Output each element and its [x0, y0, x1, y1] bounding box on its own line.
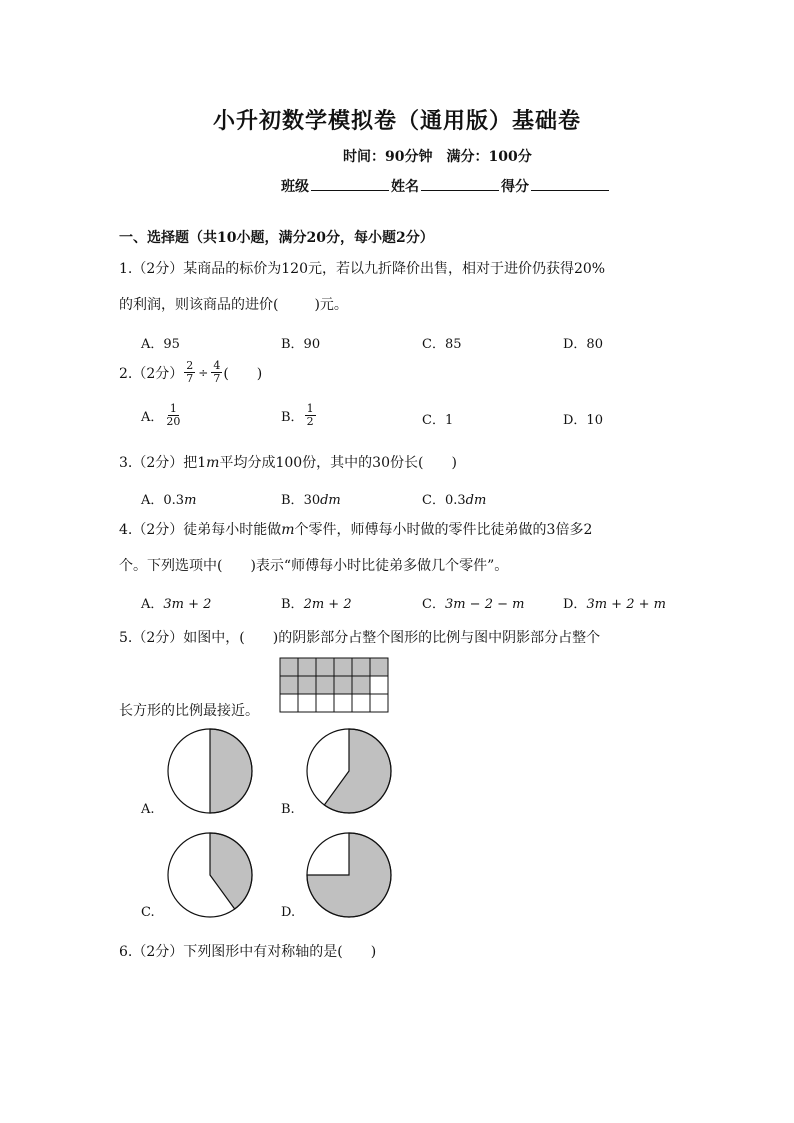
class-blank[interactable] — [311, 176, 389, 191]
q4-option-d[interactable] — [563, 593, 666, 612]
q4-line1-a: 4.（2分）徒弟每小时能做 — [119, 522, 282, 538]
q3-text-a: 3.（2分）把1 — [119, 455, 207, 471]
q2-a-den: 20 — [166, 415, 181, 428]
grid-cell — [334, 658, 352, 676]
q1-option-d[interactable]: D．80 — [563, 337, 603, 352]
q3-c-label: C． — [422, 493, 445, 508]
q4-option-b[interactable] — [281, 593, 352, 612]
grid-cell — [280, 658, 298, 676]
q5-option-d-label[interactable]: D. — [281, 905, 296, 920]
q1-option-a[interactable]: A．95 — [141, 337, 180, 352]
q3-b-value: 30 — [303, 493, 321, 508]
q1-line1: 1.（2分）某商品的标价为120元，若以九折降价出售，相对于进价仍获得20% — [119, 261, 606, 277]
q4-a-expr: 3m + 2 — [163, 597, 212, 612]
q3-stem — [119, 452, 457, 472]
grid-cell — [298, 676, 316, 694]
class-label: 班级 — [281, 179, 309, 195]
score-blank[interactable] — [531, 176, 609, 191]
q3-unit-m: m — [206, 455, 220, 471]
q4-a-label: A． — [141, 597, 164, 612]
q5-option-a-label[interactable]: A. — [141, 802, 155, 817]
q2-option-a[interactable] — [141, 403, 183, 428]
q2-option-c[interactable]: C．1 — [422, 413, 454, 428]
grid-cell — [280, 676, 298, 694]
q5-pie-b-shaded — [324, 729, 391, 813]
q5-pie-b[interactable] — [305, 727, 393, 815]
q2-a-num: 1 — [169, 402, 177, 415]
q3-a-label: A． — [141, 493, 164, 508]
q2-b-num: 1 — [306, 402, 314, 415]
q1-line2-b: )元。 — [314, 297, 348, 313]
q5-line1: 5.（2分）如图中，( )的阴影部分占整个图形的比例与图中阴影部分占整个 — [119, 630, 601, 646]
name-blank[interactable] — [421, 176, 499, 191]
q3-option-a[interactable] — [141, 489, 196, 508]
q3-text-b: 平均分成100份，其中的30份长( ) — [219, 455, 457, 471]
q2-b-den: 2 — [306, 415, 314, 428]
q1-line2 — [119, 294, 348, 314]
q2-num-1: 2 — [186, 359, 194, 372]
q3-a-unit: m — [184, 493, 197, 508]
q5-option-b-label[interactable]: B. — [281, 802, 295, 817]
grid-cell — [370, 658, 388, 676]
q6-stem: 6.（2分）下列图形中有对称轴的是( ) — [119, 944, 377, 960]
q3-option-c[interactable] — [422, 489, 486, 508]
q2-option-b[interactable] — [281, 403, 317, 428]
q1-line2-a: 的利润，则该商品的进价( — [119, 297, 279, 313]
q2-operator: ÷ — [198, 365, 209, 380]
q2-num-2: 4 — [213, 359, 221, 372]
q3-option-b[interactable] — [281, 489, 341, 508]
section-heading: 一、选择题（共10小题，满分20分，每小题2分） — [119, 230, 434, 246]
q5-reference-grid — [279, 657, 389, 715]
q1-option-b[interactable]: B．90 — [281, 337, 321, 352]
grid-cell — [352, 676, 370, 694]
grid-cell — [316, 676, 334, 694]
q4-d-expr: 3m + 2 + m — [586, 597, 666, 612]
q4-option-c[interactable] — [422, 593, 524, 612]
name-label: 姓名 — [391, 179, 419, 195]
exam-title: 小升初数学模拟卷（通用版）基础卷 — [212, 108, 581, 134]
q2-stem — [119, 360, 262, 385]
q4-line2: 个。下列选项中( )表示“师傅每小时比徒弟多做几个零件”。 — [119, 558, 509, 574]
grid-cell — [298, 658, 316, 676]
q4-line1-b: 个零件，师傅每小时做的零件比徒弟做的3倍多2 — [294, 522, 593, 538]
q4-var-m: m — [281, 522, 295, 538]
q4-b-label: B． — [281, 597, 304, 612]
q2-option-b-fraction — [305, 403, 316, 428]
q5-pie-a-shaded — [210, 729, 252, 813]
grid-cell — [352, 658, 370, 676]
grid-cell — [298, 694, 316, 712]
score-label: 得分 — [501, 179, 529, 195]
grid-cell — [370, 676, 388, 694]
q5-option-c-label[interactable]: C. — [141, 905, 155, 920]
q2-prefix: 2.（2分） — [119, 365, 184, 382]
q4-c-label: C． — [422, 597, 445, 612]
student-info-line — [281, 176, 611, 196]
q5-line2: 长方形的比例最接近。 — [119, 703, 259, 719]
grid-cell — [316, 658, 334, 676]
grid-cell — [352, 694, 370, 712]
q2-option-a-fraction — [164, 403, 182, 428]
grid-cell — [334, 694, 352, 712]
q4-option-a[interactable] — [141, 593, 211, 612]
q1-option-c[interactable]: C．85 — [422, 337, 462, 352]
q3-b-label: B． — [281, 493, 304, 508]
q2-option-d[interactable]: D．10 — [563, 413, 603, 428]
grid-cell — [334, 676, 352, 694]
q3-a-value: 0.3 — [163, 493, 185, 508]
q2-suffix: ( ) — [223, 365, 263, 382]
grid-cell — [280, 694, 298, 712]
q2-option-b-label: B． — [281, 410, 304, 425]
q2-den-2: 7 — [213, 372, 221, 385]
q3-c-value: 0.3 — [444, 493, 466, 508]
q4-d-label: D． — [563, 597, 587, 612]
q4-line1 — [119, 519, 592, 539]
q2-fraction-1 — [184, 360, 195, 385]
q3-c-unit: dm — [465, 493, 487, 508]
q5-pie-c[interactable] — [166, 831, 254, 919]
exam-time-score: 时间：90分钟 满分：100分 — [343, 149, 532, 165]
q3-b-unit: dm — [320, 493, 341, 508]
grid-cell — [370, 694, 388, 712]
q4-c-expr: 3m − 2 − m — [444, 597, 525, 612]
q5-pie-a[interactable] — [166, 727, 254, 815]
q5-pie-d[interactable] — [305, 831, 393, 919]
q4-b-expr: 2m + 2 — [303, 597, 352, 612]
q2-den-1: 7 — [186, 372, 194, 385]
q2-option-a-label: A． — [141, 410, 164, 425]
grid-cell — [316, 694, 334, 712]
q2-fraction-2 — [211, 360, 222, 385]
